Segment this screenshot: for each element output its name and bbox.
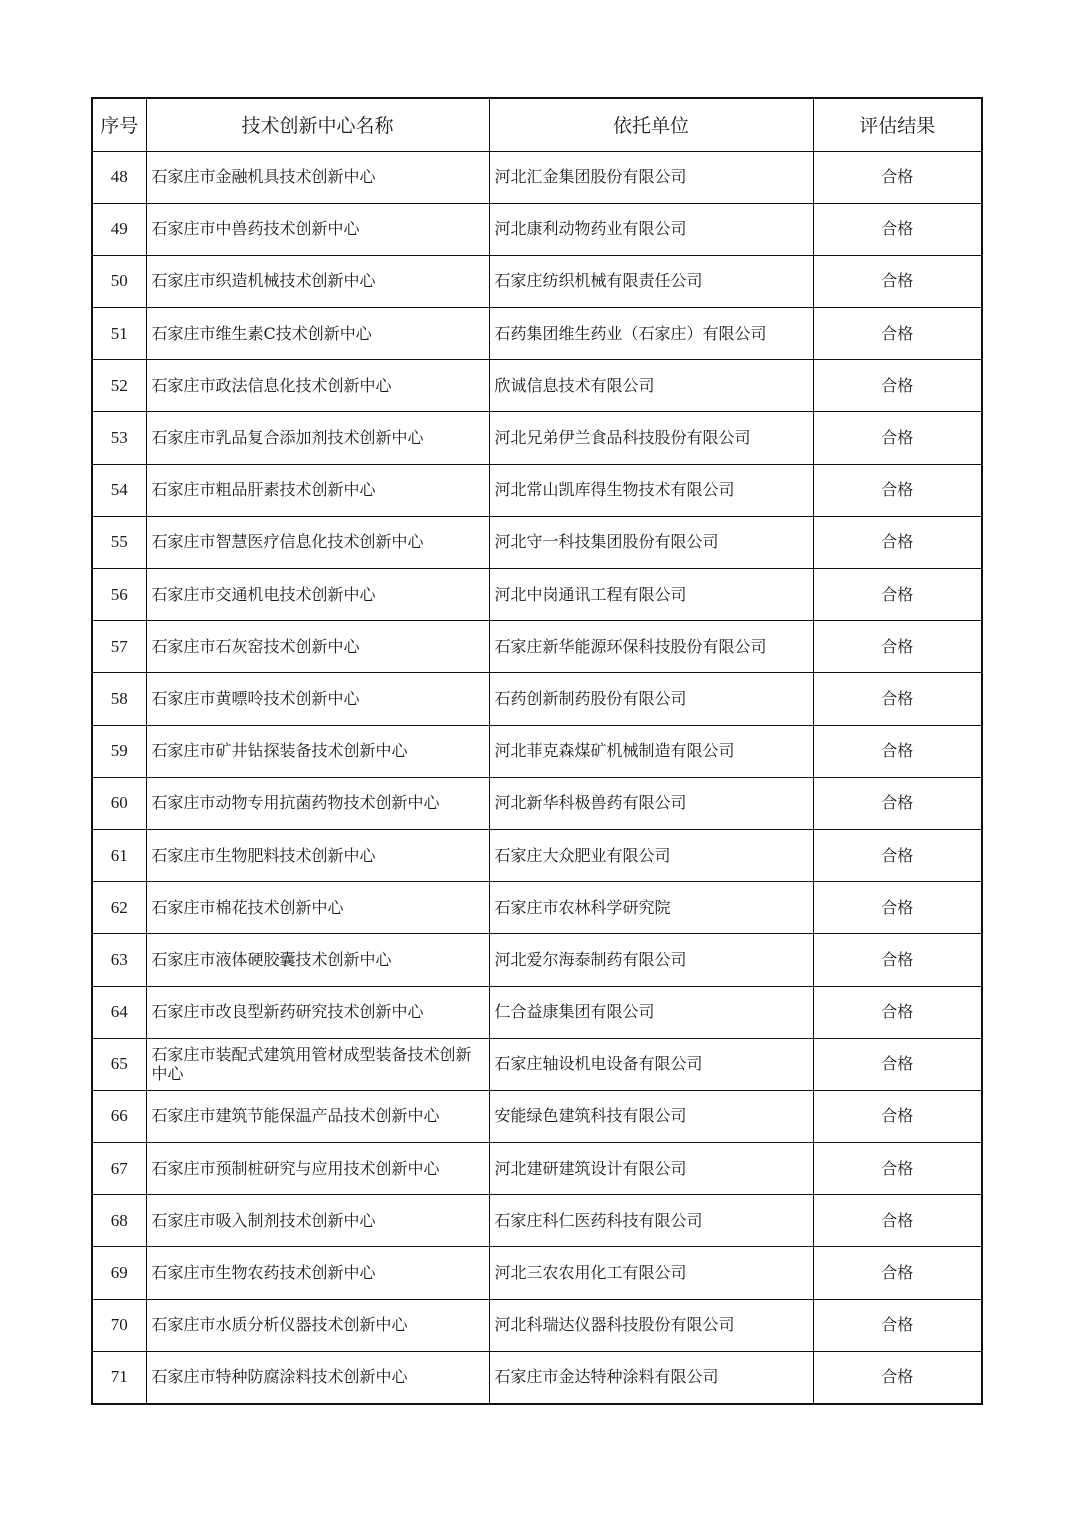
host-unit-cell: 河北新华科极兽药有限公司 (489, 777, 813, 829)
table-row (92, 1038, 982, 1090)
table-row (92, 1351, 982, 1403)
result-cell: 合格 (813, 1247, 982, 1299)
host-unit-cell: 石药集团维生药业（石家庄）有限公司 (489, 308, 813, 360)
serial-number-cell: 50 (92, 255, 146, 307)
result-cell: 合格 (813, 1038, 982, 1090)
host-unit-cell: 安能绿色建筑科技有限公司 (489, 1090, 813, 1142)
table-row (92, 151, 982, 203)
table-row (92, 934, 982, 986)
result-cell: 合格 (813, 934, 982, 986)
result-cell: 合格 (813, 464, 982, 516)
result-cell: 合格 (813, 151, 982, 203)
result-cell: 合格 (813, 986, 982, 1038)
center-name-cell: 石家庄市粗品肝素技术创新中心 (146, 464, 489, 516)
result-cell: 合格 (813, 725, 982, 777)
result-cell: 合格 (813, 412, 982, 464)
header-center-name: 技术创新中心名称 (146, 98, 489, 151)
host-unit-cell: 欣诚信息技术有限公司 (489, 360, 813, 412)
center-name-cell: 石家庄市生物农药技术创新中心 (146, 1247, 489, 1299)
host-unit-cell: 石家庄大众肥业有限公司 (489, 829, 813, 881)
serial-number-cell: 59 (92, 725, 146, 777)
result-cell: 合格 (813, 777, 982, 829)
host-unit-cell: 石家庄纺织机械有限责任公司 (489, 255, 813, 307)
center-name-cell: 石家庄市黄嘌呤技术创新中心 (146, 673, 489, 725)
serial-number-cell: 48 (92, 151, 146, 203)
result-cell: 合格 (813, 203, 982, 255)
serial-number-cell: 64 (92, 986, 146, 1038)
center-name-cell: 石家庄市中兽药技术创新中心 (146, 203, 489, 255)
host-unit-cell: 石药创新制药股份有限公司 (489, 673, 813, 725)
table-row (92, 255, 982, 307)
serial-number-cell: 69 (92, 1247, 146, 1299)
header-row (92, 98, 982, 151)
table-row (92, 673, 982, 725)
center-name-cell: 石家庄市金融机具技术创新中心 (146, 151, 489, 203)
serial-number-cell: 51 (92, 308, 146, 360)
result-cell: 合格 (813, 621, 982, 673)
result-cell: 合格 (813, 1143, 982, 1195)
result-cell: 合格 (813, 1195, 982, 1247)
table-row (92, 360, 982, 412)
table-row (92, 569, 982, 621)
table-row (92, 829, 982, 881)
host-unit-cell: 河北科瑞达仪器科技股份有限公司 (489, 1299, 813, 1351)
table-row (92, 1090, 982, 1142)
serial-number-cell: 71 (92, 1351, 146, 1403)
serial-number-cell: 58 (92, 673, 146, 725)
result-cell: 合格 (813, 882, 982, 934)
table-row (92, 986, 982, 1038)
serial-number-cell: 52 (92, 360, 146, 412)
table-row (92, 1299, 982, 1351)
serial-number-cell: 55 (92, 516, 146, 568)
host-unit-cell: 仁合益康集团有限公司 (489, 986, 813, 1038)
table-row (92, 882, 982, 934)
table-row (92, 777, 982, 829)
table-header (92, 98, 982, 151)
serial-number-cell: 60 (92, 777, 146, 829)
table-row (92, 203, 982, 255)
serial-number-cell: 65 (92, 1038, 146, 1090)
table-row (92, 308, 982, 360)
center-name-cell: 石家庄市液体硬胶囊技术创新中心 (146, 934, 489, 986)
header-host-unit: 依托单位 (489, 98, 813, 151)
host-unit-cell: 河北兄弟伊兰食品科技股份有限公司 (489, 412, 813, 464)
serial-number-cell: 62 (92, 882, 146, 934)
center-name-cell: 石家庄市石灰窑技术创新中心 (146, 621, 489, 673)
table-row (92, 725, 982, 777)
host-unit-cell: 河北建研建筑设计有限公司 (489, 1143, 813, 1195)
serial-number-cell: 61 (92, 829, 146, 881)
host-unit-cell: 河北常山凯库得生物技术有限公司 (489, 464, 813, 516)
center-name-cell: 石家庄市生物肥料技术创新中心 (146, 829, 489, 881)
center-name-cell: 石家庄市交通机电技术创新中心 (146, 569, 489, 621)
result-cell: 合格 (813, 516, 982, 568)
table-row (92, 1247, 982, 1299)
result-cell: 合格 (813, 255, 982, 307)
table-row (92, 1195, 982, 1247)
serial-number-cell: 54 (92, 464, 146, 516)
serial-number-cell: 57 (92, 621, 146, 673)
host-unit-cell: 河北中岗通讯工程有限公司 (489, 569, 813, 621)
serial-number-cell: 49 (92, 203, 146, 255)
table-body (92, 151, 982, 1404)
result-cell: 合格 (813, 673, 982, 725)
serial-number-cell: 66 (92, 1090, 146, 1142)
serial-number-cell: 70 (92, 1299, 146, 1351)
center-name-cell: 石家庄市乳品复合添加剂技术创新中心 (146, 412, 489, 464)
host-unit-cell: 河北守一科技集团股份有限公司 (489, 516, 813, 568)
center-name-cell: 石家庄市吸入制剂技术创新中心 (146, 1195, 489, 1247)
header-evaluation-result: 评估结果 (813, 98, 982, 151)
result-cell: 合格 (813, 829, 982, 881)
host-unit-cell: 河北三农农用化工有限公司 (489, 1247, 813, 1299)
center-name-cell: 石家庄市水质分析仪器技术创新中心 (146, 1299, 489, 1351)
center-name-cell: 石家庄市预制桩研究与应用技术创新中心 (146, 1143, 489, 1195)
center-name-cell: 石家庄市装配式建筑用管材成型装备技术创新中心 (146, 1038, 489, 1090)
host-unit-cell: 石家庄科仁医药科技有限公司 (489, 1195, 813, 1247)
result-cell: 合格 (813, 360, 982, 412)
table-row (92, 464, 982, 516)
center-name-cell: 石家庄市建筑节能保温产品技术创新中心 (146, 1090, 489, 1142)
center-name-cell: 石家庄市织造机械技术创新中心 (146, 255, 489, 307)
result-cell: 合格 (813, 1351, 982, 1403)
result-cell: 合格 (813, 1090, 982, 1142)
host-unit-cell: 石家庄新华能源环保科技股份有限公司 (489, 621, 813, 673)
serial-number-cell: 63 (92, 934, 146, 986)
table-row (92, 516, 982, 568)
header-serial-number: 序号 (92, 98, 146, 151)
serial-number-cell: 53 (92, 412, 146, 464)
results-table (91, 97, 983, 1405)
center-name-cell: 石家庄市矿井钻探装备技术创新中心 (146, 725, 489, 777)
center-name-cell: 石家庄市特种防腐涂料技术创新中心 (146, 1351, 489, 1403)
host-unit-cell: 河北汇金集团股份有限公司 (489, 151, 813, 203)
host-unit-cell: 河北爱尔海泰制药有限公司 (489, 934, 813, 986)
host-unit-cell: 河北菲克森煤矿机械制造有限公司 (489, 725, 813, 777)
result-cell: 合格 (813, 308, 982, 360)
center-name-cell: 石家庄市智慧医疗信息化技术创新中心 (146, 516, 489, 568)
table-row (92, 1143, 982, 1195)
serial-number-cell: 68 (92, 1195, 146, 1247)
host-unit-cell: 石家庄市金达特种涂料有限公司 (489, 1351, 813, 1403)
center-name-cell: 石家庄市动物专用抗菌药物技术创新中心 (146, 777, 489, 829)
result-cell: 合格 (813, 1299, 982, 1351)
table-row (92, 412, 982, 464)
center-name-cell: 石家庄市维生素C技术创新中心 (146, 308, 489, 360)
serial-number-cell: 56 (92, 569, 146, 621)
host-unit-cell: 石家庄轴设机电设备有限公司 (489, 1038, 813, 1090)
host-unit-cell: 河北康利动物药业有限公司 (489, 203, 813, 255)
center-name-cell: 石家庄市改良型新药研究技术创新中心 (146, 986, 489, 1038)
table-row (92, 621, 982, 673)
result-cell: 合格 (813, 569, 982, 621)
serial-number-cell: 67 (92, 1143, 146, 1195)
center-name-cell: 石家庄市政法信息化技术创新中心 (146, 360, 489, 412)
center-name-cell: 石家庄市棉花技术创新中心 (146, 882, 489, 934)
host-unit-cell: 石家庄市农林科学研究院 (489, 882, 813, 934)
